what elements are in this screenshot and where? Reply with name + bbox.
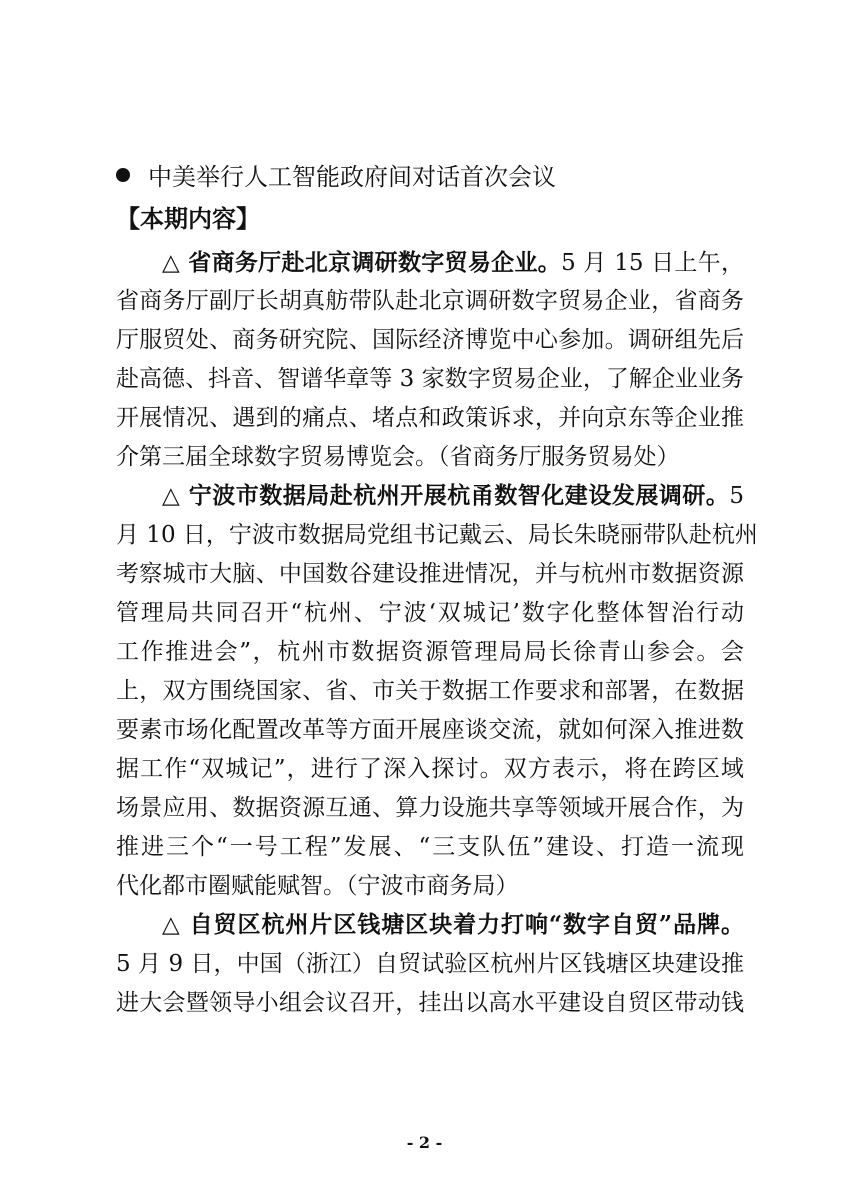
paragraph-2-line-6: 要素市场化配置改革等方面开展座谈交流，就如何深入推进数: [116, 717, 744, 743]
bullet-dot-icon: [116, 168, 130, 182]
paragraph-3-line-0: 5 月 9 日，中国（浙江）自贸试验区杭州片区钱塘区块建设推: [116, 951, 744, 977]
paragraph-1-line-4: 开展情况、遇到的痛点、堵点和政策诉求，并向京东等企业推: [116, 405, 744, 431]
section-heading: 【本期内容】: [116, 204, 260, 233]
paragraph-2-line-4: 工作推进会”，杭州市数据资源管理局局长徐青山参会。会: [116, 639, 744, 665]
paragraph-2-line-10: 代化都市圈赋能赋智。（宁波市商务局）: [116, 873, 519, 899]
paragraph-3-line-1: 进大会暨领导小组会议召开，挂出以高水平建设自贸区带动钱: [116, 990, 744, 1016]
paragraph-1-line-0: 5 月 15 日上午，: [561, 250, 744, 276]
paragraph-2-line-2: 考察城市大脑、中国数谷建设推进情况，并与杭州市数据资源: [116, 561, 744, 587]
paragraph-1-line-2: 厅服贸处、商务研究院、国际经济博览中心参加。调研组先后: [116, 327, 744, 353]
paragraph-2-line-5: 上，双方围绕国家、省、市关于数据工作要求和部署，在数据: [116, 678, 744, 704]
headline-bullet-item: [116, 162, 556, 196]
paragraph-1-first-line: [162, 248, 744, 282]
paragraph-1-line-3: 赴高德、抖音、智谱华章等 3 家数字贸易企业，了解企业业务: [116, 366, 744, 392]
paragraph-2-line-1: 月 10 日，宁波市数据局党组书记戴云、局长朱晓丽带队赴杭州: [116, 522, 758, 548]
paragraph-2-title: △ 宁波市数据局赴杭州开展杭甬数智化建设发展调研。: [162, 482, 730, 509]
page-number: - 2 -: [406, 1133, 443, 1152]
paragraph-1-line-5: 介第三届全球数字贸易博览会。（省商务厅服务贸易处）: [116, 444, 680, 470]
paragraph-2-line-7: 据工作“双城记”，进行了深入探讨。双方表示，将在跨区域: [116, 756, 744, 782]
headline-text: 中美举行人工智能政府间对话首次会议: [148, 163, 556, 191]
paragraph-2-first-line: [162, 481, 744, 515]
paragraph-2-line-8: 场景应用、数据资源互通、算力设施共享等领域开展合作，为: [116, 795, 744, 821]
paragraph-2-line-3: 管理局共同召开“杭州、宁波‘双城记’数字化整体智治行动: [116, 600, 744, 626]
paragraph-2-line-0: 5: [729, 483, 744, 509]
paragraph-3-title: △ 自贸区杭州片区钱塘区块着力打响“数字自贸”品牌。: [162, 911, 744, 938]
paragraph-1-title: △ 省商务厅赴北京调研数字贸易企业。: [162, 249, 562, 276]
paragraph-2-line-9: 推进三个“一号工程”发展、“三支队伍”建设、打造一流现: [116, 834, 744, 860]
paragraph-1-line-1: 省商务厅副厅长胡真舫带队赴北京调研数字贸易企业，省商务: [116, 288, 744, 314]
